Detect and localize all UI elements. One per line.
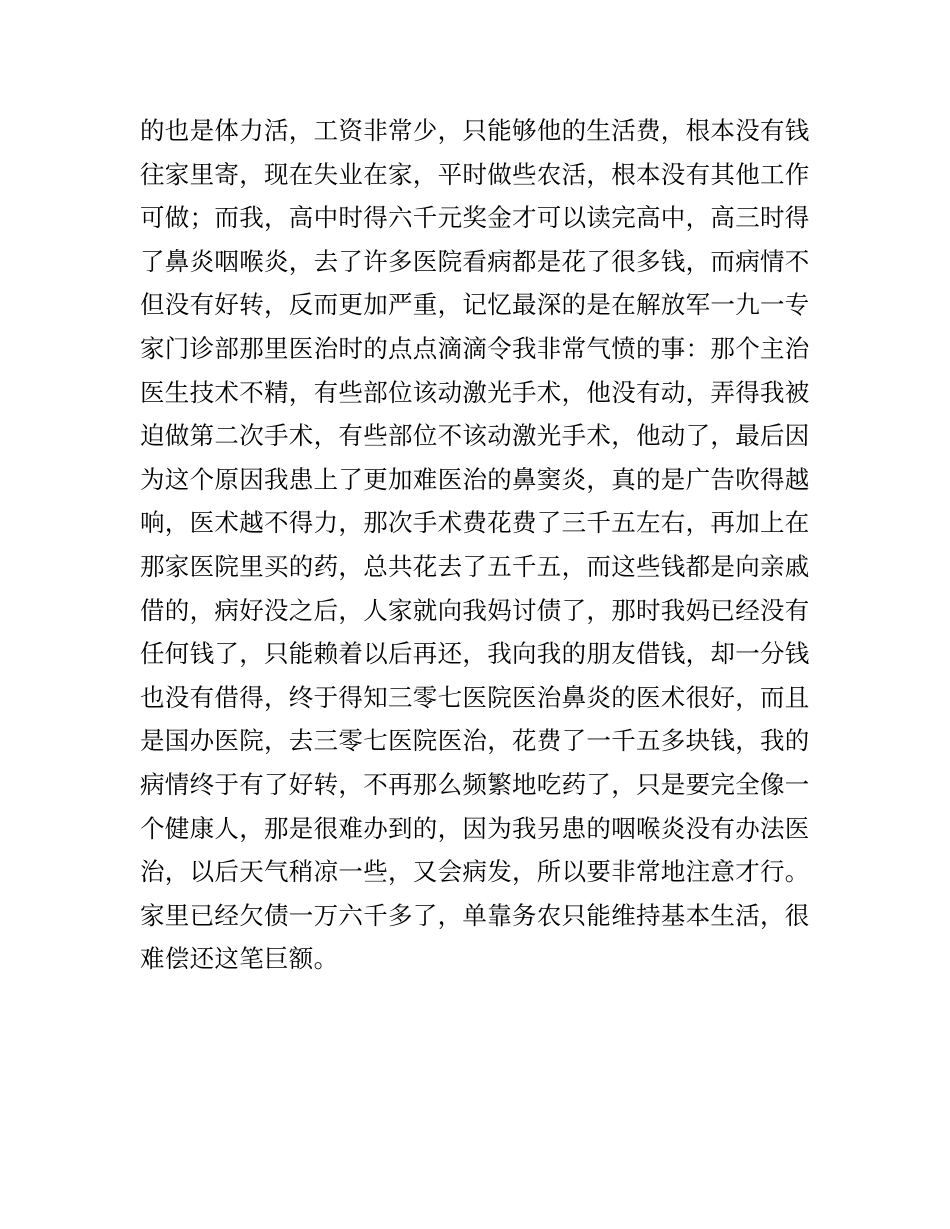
text-line: 响，医术越不得力，那次手术费花费了三千五左右，再加上在 xyxy=(140,508,810,538)
text-line: 治，以后天气稍凉一些，又会病发，所以要非常地注意才行。 xyxy=(140,857,810,887)
text-line: 家里已经欠债一万六千多了，单靠务农只能维持基本生活，很 xyxy=(140,900,810,930)
body-text xyxy=(140,109,820,981)
text-line: 借的，病好没之后，人家就向我妈讨债了，那时我妈已经没有 xyxy=(140,595,810,625)
text-line: 是国办医院，去三零七医院医治，花费了一千五多块钱，我的 xyxy=(140,726,810,756)
text-line: 医生技术不精，有些部位该动激光手术，他没有动，弄得我被 xyxy=(140,377,810,407)
text-line: 的也是体力活，工资非常少，只能够他的生活费，根本没有钱 xyxy=(140,116,810,145)
text-line: 家门诊部那里医治时的点点滴滴令我非常气愤的事：那个主治 xyxy=(140,333,810,363)
text-line: 为这个原因我患上了更加难医治的鼻窦炎，真的是广告吹得越 xyxy=(140,464,810,494)
text-line: 迫做第二次手术，有些部位不该动激光手术，他动了，最后因 xyxy=(140,421,810,451)
text-line: 病情终于有了好转，不再那么频繁地吃药了，只是要完全像一 xyxy=(140,769,810,799)
text-line: 往家里寄，现在失业在家，平时做些农活，根本没有其他工作 xyxy=(140,159,810,189)
text-line: 难偿还这笔巨额。 xyxy=(140,944,339,974)
text-line: 那家医院里买的药，总共花去了五千五，而这些钱都是向亲戚 xyxy=(140,551,810,581)
text-line: 可做；而我，高中时得六千元奖金才可以读完高中，高三时得 xyxy=(140,203,810,233)
text-line: 但没有好转，反而更加严重，记忆最深的是在解放军一九一专 xyxy=(140,290,810,320)
text-line: 了鼻炎咽喉炎，去了许多医院看病都是花了很多钱，而病情不 xyxy=(140,246,810,276)
text-line: 个健康人，那是很难办到的，因为我另患的咽喉炎没有办法医 xyxy=(140,813,810,843)
text-line: 也没有借得，终于得知三零七医院医治鼻炎的医术很好，而且 xyxy=(140,682,810,712)
text-line: 任何钱了，只能赖着以后再还，我向我的朋友借钱，却一分钱 xyxy=(140,639,810,669)
